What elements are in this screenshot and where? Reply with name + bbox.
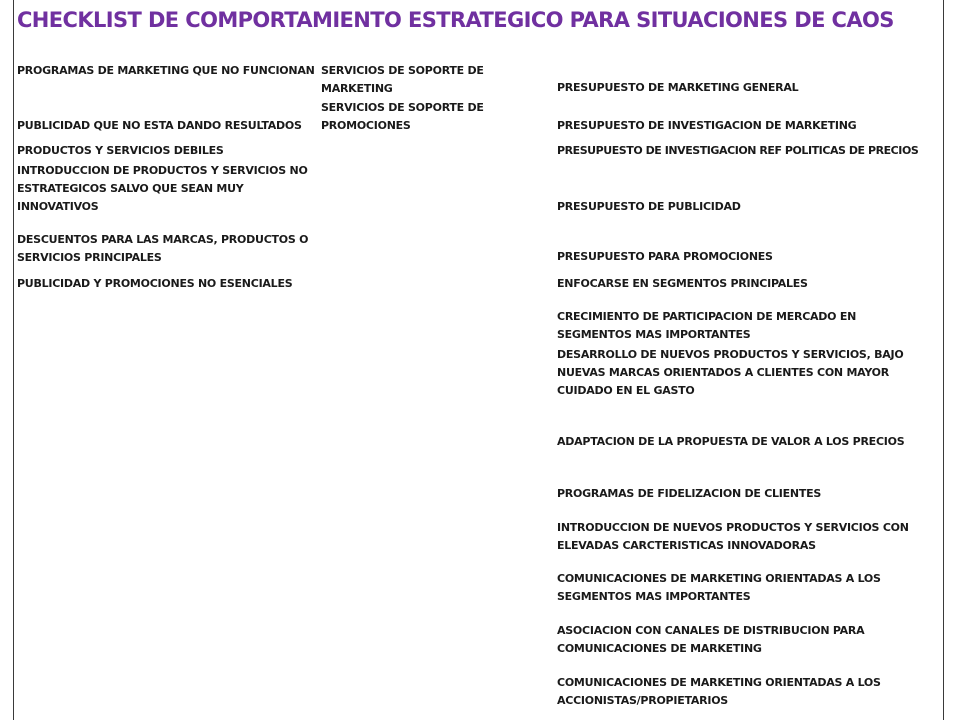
- column-1-item-1: PROGRAMAS DE MARKETING QUE NO FUNCIONAN: [17, 64, 315, 77]
- column-3-item-8: DESARROLLO DE NUEVOS PRODUCTOS Y SERVICIOS, BAJO NUEVAS MARCAS ORIENTADOS A CLIENTES CON MAYOR CUIDADO EN EL GASTO: [557, 348, 904, 397]
- column-2-item-1: SERVICIOS DE SOPORTE DE MARKETING: [321, 64, 484, 95]
- column-3-item-5: PRESUPUESTO PARA PROMOCIONES: [557, 250, 773, 263]
- column-1-item-2: PUBLICIDAD QUE NO ESTA DANDO RESULTADOS: [17, 119, 302, 132]
- column-1-item-6: PUBLICIDAD Y PROMOCIONES NO ESENCIALES: [17, 277, 293, 290]
- column-1-item-5: DESCUENTOS PARA LAS MARCAS, PRODUCTOS O SERVICIOS PRINCIPALES: [17, 233, 309, 264]
- column-3-item-4: PRESUPUESTO DE PUBLICIDAD: [557, 200, 741, 213]
- column-3-item-3: PRESUPUESTO DE INVESTIGACION REF POLITICAS DE PRECIOS: [557, 144, 919, 157]
- column-3-item-14: COMUNICACIONES DE MARKETING ORIENTADAS A LOS ACCIONISTAS/PROPIETARIOS: [557, 676, 881, 707]
- column-3-item-9: ADAPTACION DE LA PROPUESTA DE VALOR A LOS PRECIOS: [557, 435, 905, 448]
- column-3-item-10: PROGRAMAS DE FIDELIZACION DE CLIENTES: [557, 487, 822, 500]
- slide-title: CHECKLIST DE COMPORTAMIENTO ESTRATEGICO PARA SITUACIONES DE CAOS: [17, 8, 894, 32]
- column-1-item-3: PRODUCTOS Y SERVICIOS DEBILES: [17, 144, 224, 157]
- column-3-item-2: PRESUPUESTO DE INVESTIGACION DE MARKETING: [557, 119, 857, 132]
- column-2-item-2: SERVICIOS DE SOPORTE DE PROMOCIONES: [321, 101, 484, 132]
- column-3-item-12: COMUNICACIONES DE MARKETING ORIENTADAS A LOS SEGMENTOS MAS IMPORTANTES: [557, 572, 881, 603]
- column-3-item-1: PRESUPUESTO DE MARKETING GENERAL: [557, 81, 799, 94]
- column-3-item-13: ASOCIACION CON CANALES DE DISTRIBUCION PARA COMUNICACIONES DE MARKETING: [557, 624, 865, 655]
- column-1-item-4: INTRODUCCION DE PRODUCTOS Y SERVICIOS NO ESTRATEGICOS SALVO QUE SEAN MUY INNOVATIVOS: [17, 164, 308, 213]
- column-3-item-11: INTRODUCCION DE NUEVOS PRODUCTOS Y SERVICIOS CON ELEVADAS CARCTERISTICAS INNOVADORAS: [557, 521, 909, 552]
- column-3-item-7: CRECIMIENTO DE PARTICIPACION DE MERCADO EN SEGMENTOS MAS IMPORTANTES: [557, 310, 857, 341]
- column-3-item-6: ENFOCARSE EN SEGMENTOS PRINCIPALES: [557, 277, 808, 290]
